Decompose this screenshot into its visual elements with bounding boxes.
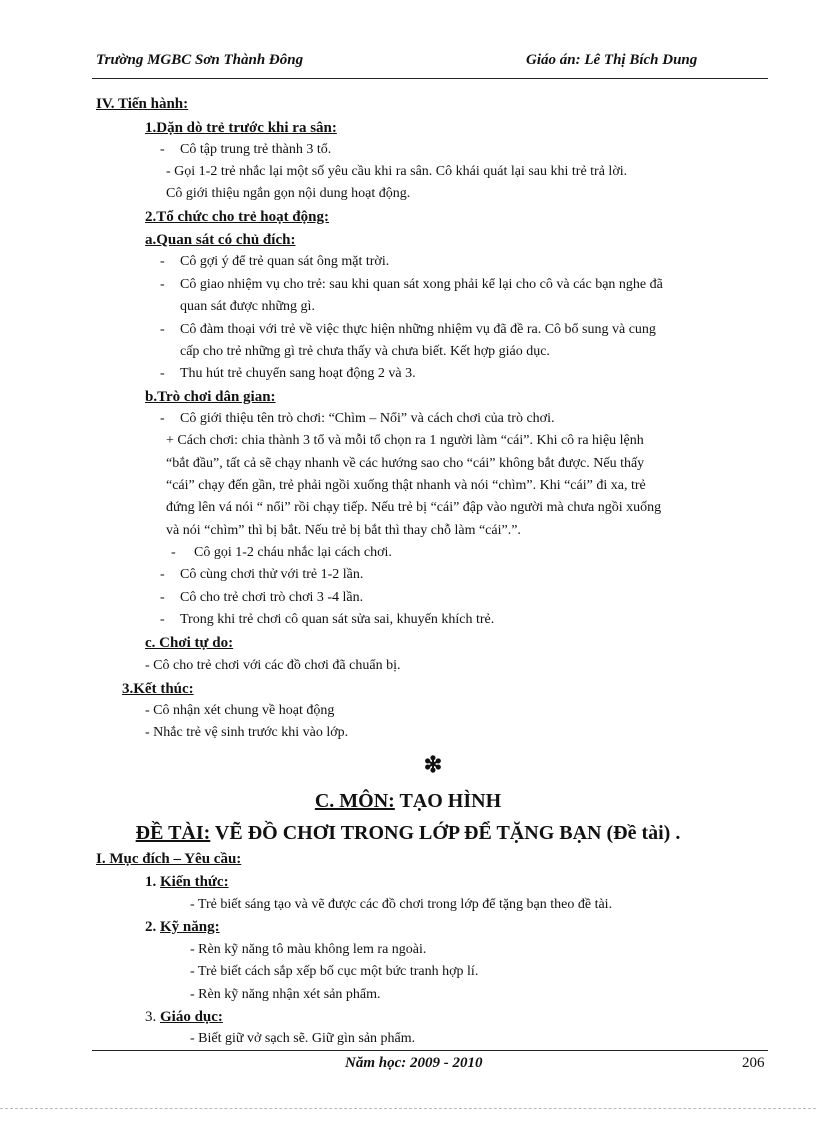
k2-item: - Rèn kỹ năng nhận xét sản phẩm. bbox=[190, 987, 381, 1002]
divider-symbol: ❇ bbox=[423, 752, 443, 777]
part2-a-item: Thu hút trẻ chuyển sang hoạt động 2 và 3. bbox=[180, 366, 416, 381]
section-i-k2-title bbox=[145, 917, 220, 937]
k2-number: 2. bbox=[145, 919, 160, 935]
dash-marker: - bbox=[160, 277, 165, 292]
k3-label: Giáo dục: bbox=[160, 1009, 223, 1025]
dash-marker: - bbox=[160, 142, 165, 157]
part2-a-item: Cô gợi ý để trẻ quan sát ông mặt trời. bbox=[180, 254, 390, 269]
dash-marker: - bbox=[160, 590, 165, 605]
part2-a-item: quan sát được những gì. bbox=[180, 299, 315, 314]
part3-item: - Cô nhận xét chung về hoạt động bbox=[145, 703, 335, 718]
k2-item: - Rèn kỹ năng tô màu không lem ra ngoài. bbox=[190, 942, 427, 957]
part2-b-item: Cô gọi 1-2 cháu nhắc lại cách chơi. bbox=[194, 545, 392, 560]
header-school: Trường MGBC Sơn Thành Đông bbox=[96, 52, 304, 68]
section-iv-heading: IV. Tiến hành: bbox=[96, 96, 189, 112]
footer-page-number: 206 bbox=[742, 1055, 765, 1071]
subject-title-rest: TẠO HÌNH bbox=[394, 790, 502, 812]
part2-b-item: và nói “chìm” thì bị bắt. Nếu trẻ bị bắt thì thay chỗ làm “cái”.”. bbox=[166, 523, 521, 538]
part1-title: 1.Dặn dò trẻ trước khi ra sân: bbox=[145, 120, 337, 136]
dash-marker: - bbox=[160, 411, 165, 426]
k3-number: 3. bbox=[145, 1009, 160, 1025]
section-i-heading: I. Mục đích – Yêu cầu: bbox=[96, 851, 242, 867]
part2-b-item: đứng lên vá nói “ nổi” rồi chạy tiếp. Nếu trẻ bị “cái” đập vào người mà chưa ngồi xuống bbox=[166, 500, 662, 515]
part1-line: Cô giới thiệu ngắn gọn nội dung hoạt động. bbox=[166, 186, 411, 201]
k2-label: Kỹ năng: bbox=[160, 919, 220, 935]
dash-marker: - bbox=[160, 366, 165, 381]
part2-a-item: Cô giao nhiệm vụ cho trẻ: sau khi quan sát xong phải kể lại cho cô và các bạn nghe đã bbox=[180, 277, 663, 292]
subject-topic bbox=[0, 822, 816, 845]
k1-item: - Trẻ biết sáng tạo và vẽ được các đồ chơi trong lớp để tặng bạn theo đề tài. bbox=[190, 897, 613, 912]
section-i-k3-title bbox=[145, 1007, 223, 1027]
part2-b-item: Cô giới thiệu tên trò chơi: “Chìm – Nổi” và cách chơi của trò chơi. bbox=[180, 411, 555, 426]
subject-title-prefix: C. MÔN: bbox=[314, 790, 395, 812]
part3-item: - Nhắc trẻ vệ sinh trước khi vào lớp. bbox=[145, 725, 349, 740]
part2-a-title: a.Quan sát có chủ đích: bbox=[145, 232, 296, 248]
page-bottom-edge bbox=[0, 1108, 816, 1109]
part2-c-item: - Cô cho trẻ chơi với các đồ chơi đã chuẩn bị. bbox=[145, 658, 401, 673]
part2-c-title bbox=[145, 633, 233, 653]
part2-b-item: Cô cho trẻ chơi trò chơi 3 -4 lần. bbox=[180, 590, 364, 605]
part2-title: 2.Tổ chức cho trẻ hoạt động: bbox=[145, 209, 329, 225]
part2-b-item: Cô cùng chơi thử với trẻ 1-2 lần. bbox=[180, 567, 364, 582]
part1-line: Cô tập trung trẻ thành 3 tổ. bbox=[180, 142, 332, 157]
part2-b-item: + Cách chơi: chia thành 3 tổ và mỗi tổ chọn ra 1 người làm “cái”. Khi cô ra hiệu lệnh bbox=[166, 433, 644, 448]
section-i-k1-title bbox=[145, 872, 229, 892]
part2-b-item: “bắt đầu”, tất cả sẽ chạy nhanh về các hướng sao cho “cái” không bắt được. Nếu thấy bbox=[166, 456, 645, 471]
k3-item: - Biết giữ vở sạch sẽ. Giữ gìn sản phẩm. bbox=[190, 1031, 416, 1046]
part2-b-item: “cái” chạy đến gần, trẻ phải ngồi xuống thật nhanh và nói “chìm”. Khi “cái” đi xa, trẻ bbox=[166, 478, 646, 493]
subject-title bbox=[0, 790, 816, 813]
subject-topic-rest: VẼ ĐỒ CHƠI TRONG LỚP ĐỂ TẶNG BẠN (Đề tài) . bbox=[210, 822, 681, 844]
dash-marker: - bbox=[160, 254, 165, 269]
part2-b-title: b.Trò chơi dân gian: bbox=[145, 389, 276, 405]
dash-marker: - bbox=[171, 545, 176, 560]
dash-marker: - bbox=[160, 322, 165, 337]
k1-label: Kiến thức: bbox=[160, 874, 229, 890]
k1-number: 1. bbox=[145, 874, 160, 890]
part3-title: 3.Kết thúc: bbox=[122, 681, 194, 697]
part1-line: - Gọi 1-2 trẻ nhắc lại một số yêu cầu khi ra sân. Cô khái quát lại sau khi trẻ trả lời. bbox=[166, 164, 628, 179]
footer-school-year: Năm học: 2009 - 2010 bbox=[345, 1055, 483, 1071]
part2-a-item: cấp cho trẻ những gì trẻ chưa thấy và chưa biết. Kết hợp giáo dục. bbox=[180, 344, 550, 359]
header-author: Giáo án: Lê Thị Bích Dung bbox=[526, 52, 698, 68]
subject-topic-prefix: ĐỀ TÀI: bbox=[135, 822, 211, 844]
dash-marker: - bbox=[160, 612, 165, 627]
dash-marker: - bbox=[160, 567, 165, 582]
header-rule bbox=[92, 78, 768, 79]
part2-b-item: Trong khi trẻ chơi cô quan sát sửa sai, khuyến khích trẻ. bbox=[180, 612, 495, 627]
k2-item: - Trẻ biết cách sắp xếp bố cục một bức tranh hợp lí. bbox=[190, 964, 479, 979]
part2-a-item: Cô đàm thoại với trẻ về việc thực hiện những nhiệm vụ đã đề ra. Cô bổ sung và cung bbox=[180, 322, 656, 337]
part2-c-title-text: c. Chơi tự do: bbox=[145, 635, 234, 651]
footer-rule bbox=[92, 1050, 768, 1051]
